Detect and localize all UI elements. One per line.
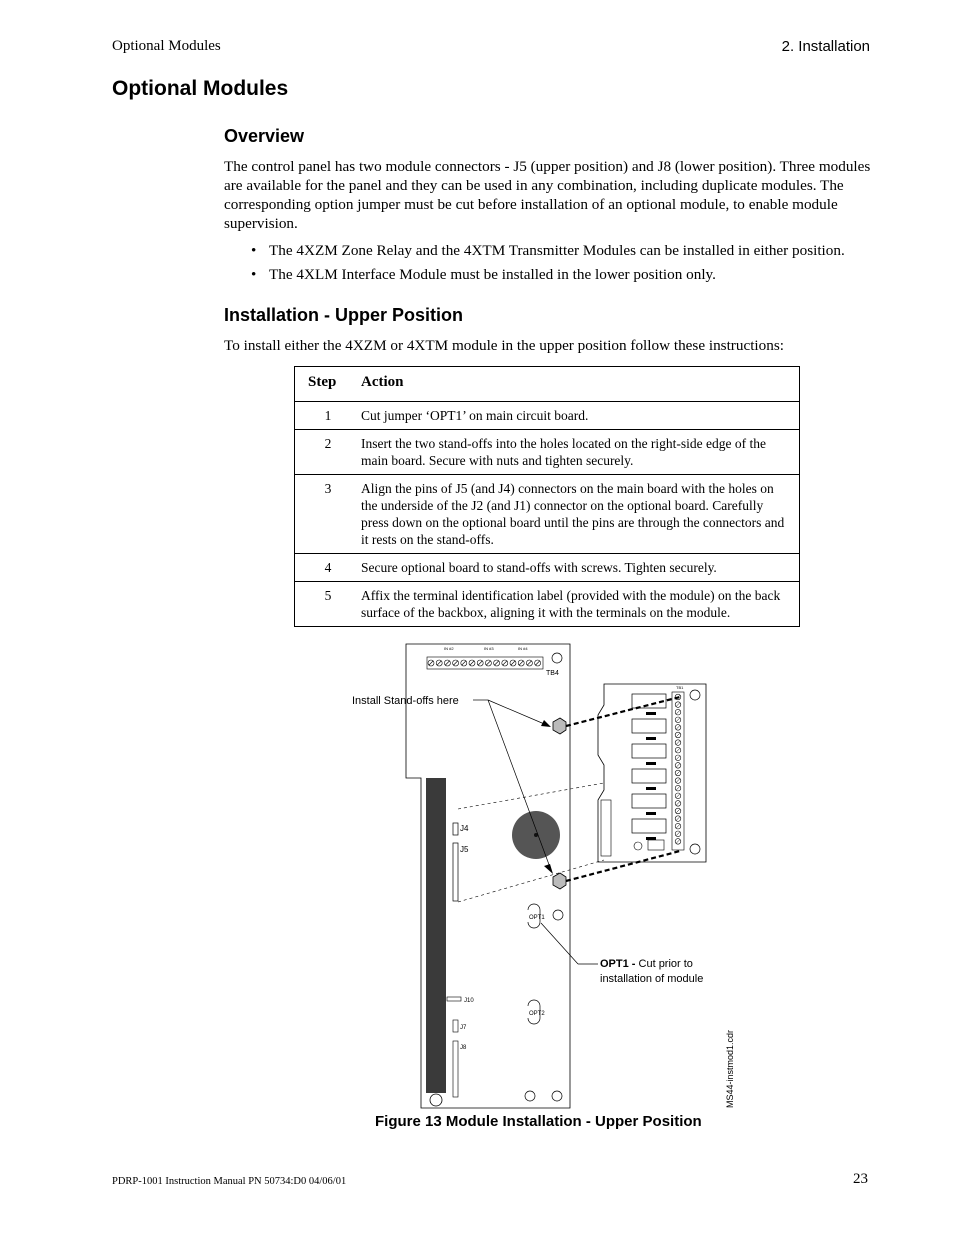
callout-opt1-rest: Cut prior to	[638, 958, 693, 970]
svg-text:IN #2: IN #2	[444, 646, 454, 651]
step-number: 3	[295, 475, 362, 554]
step-action: Insert the two stand-offs into the holes located on the right-side edge of the main board. Secure with nuts and tighten securely.	[361, 430, 800, 475]
table-row	[295, 582, 800, 627]
step-number: 1	[295, 402, 362, 430]
terminal-block-tb4	[427, 646, 562, 669]
step-number: 2	[295, 430, 362, 475]
step-action: Cut jumper ‘OPT1’ on main circuit board.	[361, 402, 800, 430]
callout-install-standoffs: Install Stand-offs here	[352, 695, 459, 707]
connector-j4	[453, 823, 458, 835]
overview-paragraph: The control panel has two module connectors - J5 (upper position) and J8 (lower position). Three modules are available for the panel and they can be used in any combination, including duplicate modules. The corresponding option jumper must be cut before installation of an optional module, to enable module supervision.	[224, 158, 871, 232]
overview-heading: Overview	[224, 126, 305, 146]
standoff-lower	[553, 873, 566, 889]
label-tb4: TB4	[546, 670, 559, 677]
svg-text:IN #3: IN #3	[484, 646, 494, 651]
edge-connector	[426, 778, 446, 1093]
table-row	[295, 430, 800, 475]
label-tb1: TB1	[676, 685, 684, 690]
overview-bullet-list	[248, 241, 878, 289]
column-header-action: Action	[361, 367, 800, 402]
step-action: Secure optional board to stand-offs with screws. Tighten securely.	[361, 554, 800, 582]
footer-document-id: PDRP-1001 Instruction Manual PN 50734:D0 04/06/01	[112, 1176, 347, 1187]
label-j7: J7	[460, 1025, 467, 1031]
table-header-row	[295, 367, 800, 402]
standoff-upper	[553, 718, 566, 734]
step-action: Affix the terminal identification label (provided with the module) on the back surface of the backbox, aligning it with the terminals on the module.	[361, 582, 800, 627]
callout-opt1-bold: OPT1 -	[600, 958, 639, 970]
header-chapter: 2. Installation	[781, 38, 870, 55]
figure-filename: MS44-instmod1.cdr	[725, 1029, 735, 1108]
connector-j5	[453, 843, 458, 901]
label-j5: J5	[460, 845, 469, 854]
figure-caption: Figure 13 Module Installation - Upper Position	[375, 1113, 702, 1130]
upper-position-heading: Installation - Upper Position	[224, 305, 464, 325]
steps-table	[294, 366, 800, 627]
page-title: Optional Modules	[112, 77, 289, 100]
mount-hole	[430, 1094, 442, 1106]
svg-text:IN #4: IN #4	[518, 646, 528, 651]
label-opt1: OPT1	[529, 915, 545, 921]
table-row	[295, 402, 800, 430]
label-j8: J8	[460, 1045, 467, 1051]
label-j4: J4	[460, 824, 469, 833]
table-row	[295, 475, 800, 554]
label-opt2: OPT2	[529, 1011, 545, 1017]
callout-opt1	[600, 958, 693, 970]
bullet-item: • The 4XLM Interface Module must be installed in the lower position only.	[248, 265, 878, 284]
upper-position-intro: To install either the 4XZM or 4XTM module in the upper position follow these instructions:	[224, 337, 784, 354]
header-section-name: Optional Modules	[112, 38, 221, 54]
step-action: Align the pins of J5 (and J4) connectors on the main board with the holes on the underside of the J2 (and J1) connector on the optional board. Carefully press down on the optional board until the pins are through the connectors and it rests on the stand-offs.	[361, 475, 800, 554]
module-installation-diagram	[300, 630, 760, 1110]
callout-opt1-line2: installation of module	[600, 973, 704, 985]
bullet-item: • The 4XZM Zone Relay and the 4XTM Transmitter Modules can be installed in either position.	[248, 241, 878, 260]
step-number: 5	[295, 582, 362, 627]
label-j10: J10	[464, 998, 474, 1004]
table-row	[295, 554, 800, 582]
column-header-step: Step	[295, 367, 362, 402]
step-number: 4	[295, 554, 362, 582]
page-number: 23	[853, 1171, 868, 1187]
